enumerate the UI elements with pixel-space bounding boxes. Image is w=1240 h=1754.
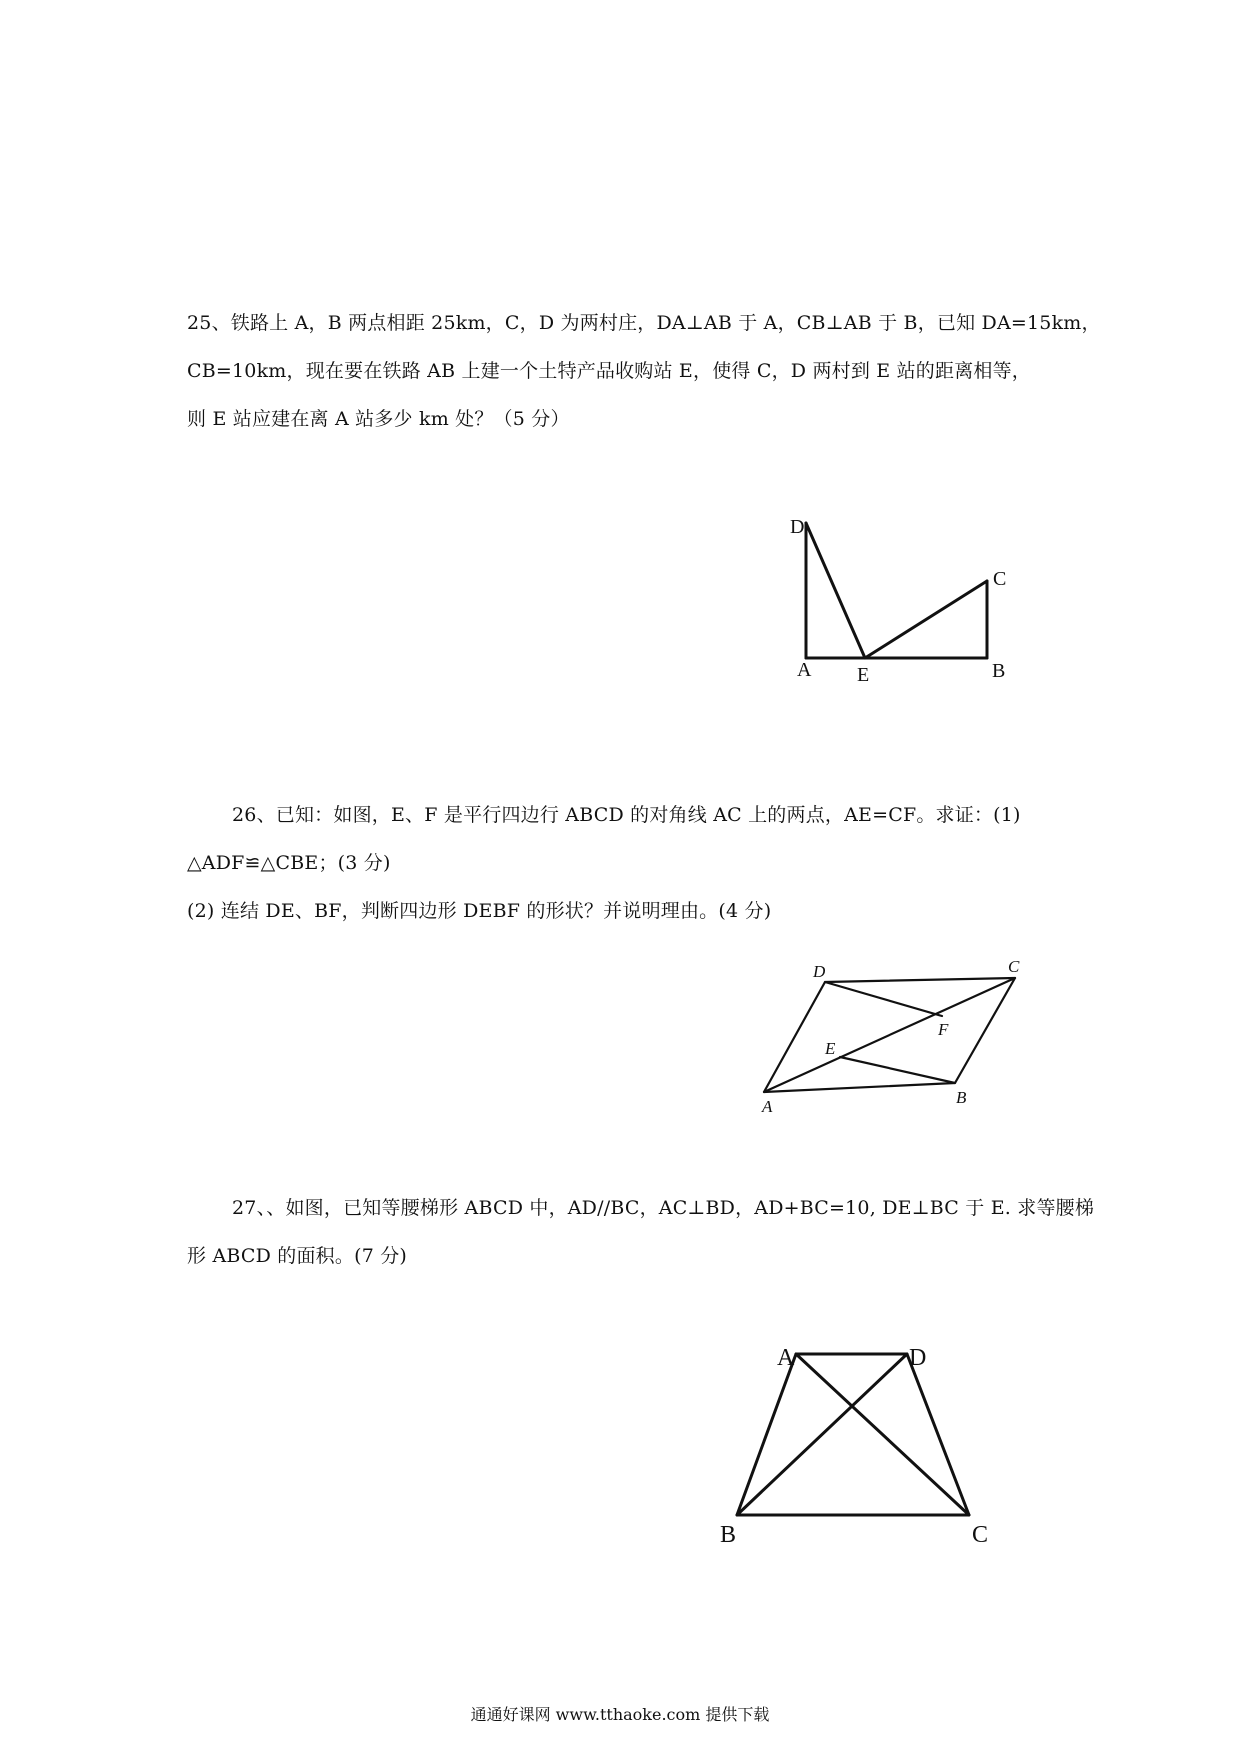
segment-df [825,982,942,1016]
label-d: D [909,1345,927,1371]
label-b: B [992,660,1006,682]
trapezoid-abcd [737,1354,969,1515]
label-b: B [956,1088,967,1107]
segment-ec [865,581,987,658]
q25-text-line-2: CB=10km，现在要在铁路 AB 上建一个土特产品收购站 E，使得 C，D 两村到 E 站的距离相等， [187,360,1031,382]
q27-text-line-1: 27、、如图，已知等腰梯形 ABCD 中，AD//BC，AC⊥BD，AD+BC=10, DE⊥BC 于 E. 求等腰梯 [232,1197,1095,1219]
q25-text-line-1: 25、铁路上 A，B 两点相距 25km，C，D 为两村庄，DA⊥AB 于 A，CB⊥AB 于 B，已知 DA=15km， [187,312,1101,334]
label-a: A [762,1097,773,1116]
footer-source: 通通好课网 www.tthaoke.com 提供下载 [470,1705,770,1724]
diagonal-ac [764,978,1015,1092]
q25-text-line-3: 则 E 站应建在离 A 站多少 km 处？（5 分） [187,408,570,430]
label-c: C [993,568,1007,590]
q25-figure [780,505,1020,695]
label-d: D [813,962,826,981]
q27-text-line-2: 形 ABCD 的面积。(7 分) [187,1245,408,1267]
label-e: E [857,664,870,686]
label-a: A [777,1345,795,1371]
segment-de [806,523,865,658]
label-c: C [972,1522,989,1548]
label-d: D [790,516,805,538]
q27-figure [710,1340,1010,1560]
label-a: A [797,659,812,681]
label-f: F [938,1020,949,1039]
label-c: C [1008,957,1020,976]
label-b: B [720,1522,737,1548]
q26-text-line-3: (2) 连结 DE、BF，判断四边形 DEBF 的形状？并说明理由。(4 分) [187,900,772,922]
q26-text-line-2: △ADF≌△CBE；(3 分) [187,852,391,874]
q26-text-line-1: 26、已知：如图，E、F 是平行四边行 ABCD 的对角线 AC 上的两点，AE=CF。求证：(1) [232,804,1021,826]
segment-eb [840,1057,955,1083]
q26-figure [750,950,1050,1125]
label-e: E [825,1039,836,1058]
